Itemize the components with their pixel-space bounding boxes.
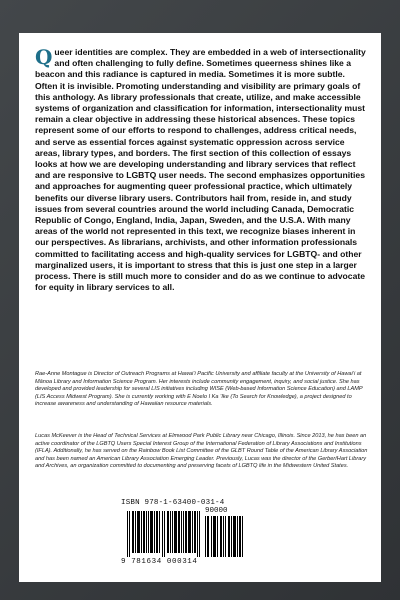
isbn-label: ISBN 978-1-63400-031-4 — [121, 499, 225, 507]
text-panel — [19, 33, 381, 582]
ean-digits: 9 781634 000314 — [121, 558, 198, 566]
book-description — [35, 47, 369, 293]
author-bio-mckeever: Lucas McKeever is the Head of Technical Services at Elmwood Park Public Library near Chicago, Illinois. Since 2013, he has been an active coordinator of the LGBTQ Users Special Interest Group of the International Federation of Library Associations and Institutions (IFLA). Additionally, he has served on the Rainbow Book List Committee of the GLBT Round Table of the American Library Association and has been named an American Library Association Emerging Leader. Previously, Lucas was the director of the Gerber/Hart Library and Archives, an organization committed to documenting and preserving facets of LGBTQ life in the Midwestern United States. — [35, 433, 368, 470]
drop-cap: Q — [35, 45, 53, 69]
author-bio-montague: Rae-Anne Montague is Director of Outreach Programs at Hawai‘i Pacific University and affiliate faculty at the University of Hawai‘i at Mānoa Library and Information Science Program. Her interests include community engagement, inquiry, and social justice. She has developed and provided leadership for several LIS initiatives including WISE (Web-based Information Science Education) and LAMP (LIS Access Midwest Program). She is currently working with E Noelo I Ka ‘Ike (To Search for Knowledge), a project designed to increase awareness and understanding of Hawaiian resource materials. — [35, 371, 363, 408]
barcode-area — [121, 499, 251, 573]
barcode-addon-bars — [205, 516, 245, 557]
price-code: 90000 — [205, 507, 228, 515]
barcode-ean-bars — [127, 511, 201, 557]
description-text: ueer identities are complex. They are embedded in a web of intersectionality and often challenging to fully define. Sometimes queerness shines like a beacon and this radiance is captured in media. Sometimes it is more subtle. Often it is invisible. Promoting understanding and visibility are primary goals of this anthology. As library professionals that create, utilize, and make accessible systems of organization and classification for information, intersectionality must remain a clear objective in addressing these historical absences. These topics represent some of our efforts to respond to challenges, address critical needs, and serve as essential forces against systematic oppression across service areas, library types, and borders. The first section of this collection of essays looks at how we are developing understanding and library services that reflect and are responsive to LGBTQ user needs. The second emphasizes opportunities and approaches for augmenting queer professional practice, which ultimately benefits our diverse library users. Contributors hail from, reside in, and study issues from several countries around the world including Canada, Democratic Republic of Congo, England, India, Japan, Sweden, and the U.S.A. With many areas of the world not represented in this text, we recognize biases inherent in our perspectives. As librarians, archivists, and other information professionals committed to facilitating access and high-quality services for LGBTQ- and other marginalized users, it is important to stress that this is just one step in a larger process. There is still much more to consider and do as we continue to advocate for equity in library services to all. — [35, 47, 366, 293]
